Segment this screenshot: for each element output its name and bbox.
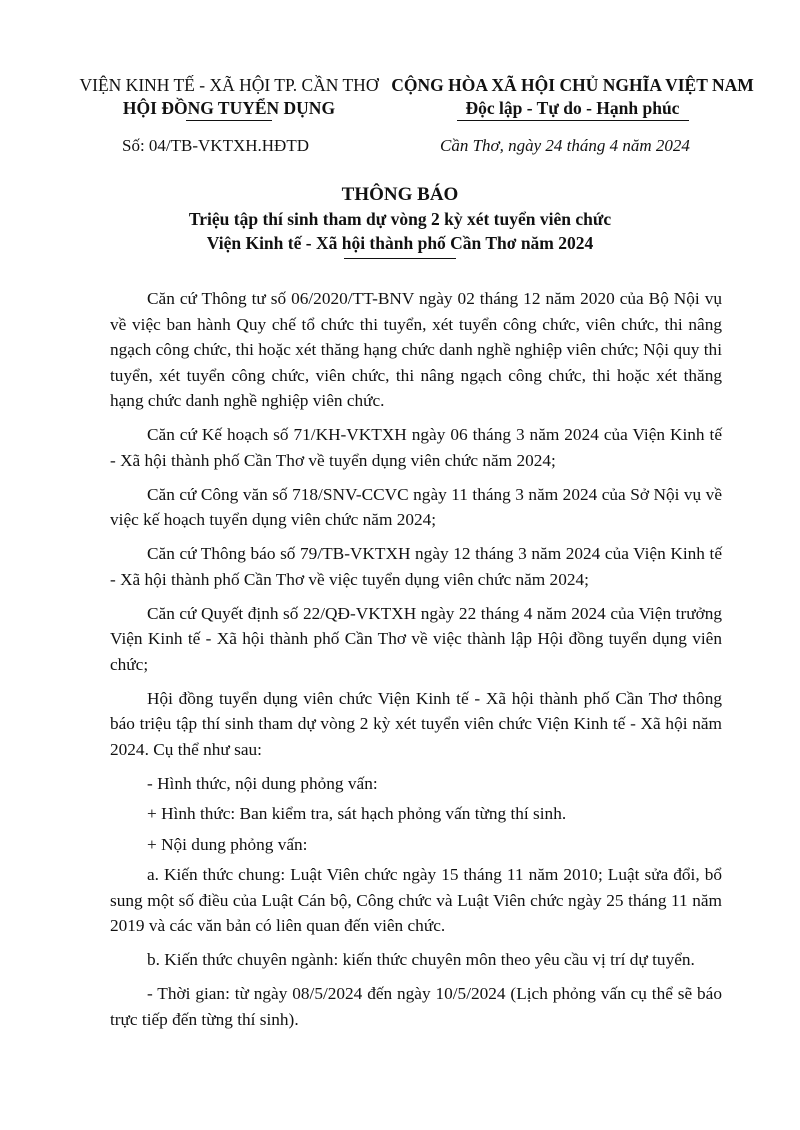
national-motto: Độc lập - Tự do - Hạnh phúc [465,98,680,118]
paragraph-specialized-knowledge: b. Kiến thức chuyên ngành: kiến thức chuyên môn theo yêu cầu vị trí dự tuyển. [147,950,695,969]
paragraph-schedule: - Thời gian: từ ngày 08/5/2024 đến ngày 10/5/2024 (Lịch phỏng vấn cụ thể sẽ báo trực tiếp đến từng thí sinh). [110,984,722,1029]
issuer-council: HỘI ĐỒNG TUYỂN DỤNG [122,98,336,118]
issuer-name: VIỆN KINH TẾ - XÃ HỘI TP. CẦN THƠ [79,75,379,95]
issuer-block [60,74,398,121]
document-body [110,286,722,1041]
issuer-underline [186,120,272,121]
title-underline [344,258,456,259]
paragraph-announcement: Hội đồng tuyển dụng viên chức Viện Kinh tế - Xã hội thành phố Cần Thơ thông báo triệu tập thí sinh tham dự vòng 2 kỳ xét tuyển viên chức Viện Kinh tế - Xã hội năm 2024. Cụ thể như sau: [110,688,722,759]
national-title: CỘNG HÒA XÃ HỘI CHỦ NGHĨA VIỆT NAM [391,75,754,95]
motto-underline [457,120,689,121]
paragraph-interview-content-heading: + Nội dung phỏng vấn: [147,834,308,854]
paragraph-general-knowledge: a. Kiến thức chung: Luật Viên chức ngày 15 tháng 11 năm 2010; Luật sửa đổi, bổ sung một số điều của Luật Cán bộ, Công chức và Luật Viên chức ngày 25 tháng 11 năm 2019 và các văn bản có liên quan đến viên chức. [110,865,722,935]
paragraph-legal-basis-2: Căn cứ Kế hoạch số 71/KH-VKTXH ngày 06 tháng 3 năm 2024 của Viện Kinh tế - Xã hội thành phố Cần Thơ về tuyển dụng viên chức năm 2024; [110,425,722,470]
document-subtitle-1: Triệu tập thí sinh tham dự vòng 2 kỳ xét tuyển viên chức [188,209,612,229]
document-subtitle-2: Viện Kinh tế - Xã hội thành phố Cần Thơ năm 2024 [206,233,594,253]
paragraph-interview-format-heading: - Hình thức, nội dung phỏng vấn: [147,773,378,793]
document-date: Cần Thơ, ngày 24 tháng 4 năm 2024 [440,136,690,155]
paragraph-interview-method: + Hình thức: Ban kiểm tra, sát hạch phỏng vấn từng thí sinh. [147,804,567,823]
document-number: Số: 04/TB-VKTXH.HĐTD [122,136,309,155]
national-motto-block [375,74,770,121]
paragraph-legal-basis-4: Căn cứ Thông báo số 79/TB-VKTXH ngày 12 tháng 3 năm 2024 của Viện Kinh tế - Xã hội thành phố Cần Thơ về việc tuyển dụng viên chức năm 2024; [110,544,722,589]
paragraph-legal-basis-1: Căn cứ Thông tư số 06/2020/TT-BNV ngày 02 tháng 12 năm 2020 của Bộ Nội vụ về việc ban hành Quy chế tổ chức thi tuyển, xét tuyển công chức, viên chức, thi nâng ngạch công chức, thi hoặc xét thăng hạng chức danh nghề nghiệp viên chức; Nội quy thi tuyển, xét tuyển công chức, viên chức, thi nâng ngạch công chức, thi hoặc xét thăng hạng chức danh nghề nghiệp viên chức. [110,289,722,410]
document-title: THÔNG BÁO [341,184,459,205]
paragraph-legal-basis-3: Căn cứ Công văn số 718/SNV-CCVC ngày 11 tháng 3 năm 2024 của Sở Nội vụ về việc kế hoạch tuyển dụng viên chức năm 2024; [110,484,722,529]
paragraph-legal-basis-5: Căn cứ Quyết định số 22/QĐ-VKTXH ngày 22 tháng 4 năm 2024 của Viện trưởng Viện Kinh tế - Xã hội thành phố Cần Thơ về việc thành lập Hội đồng tuyển dụng viên chức; [110,603,722,674]
title-block [80,183,720,259]
